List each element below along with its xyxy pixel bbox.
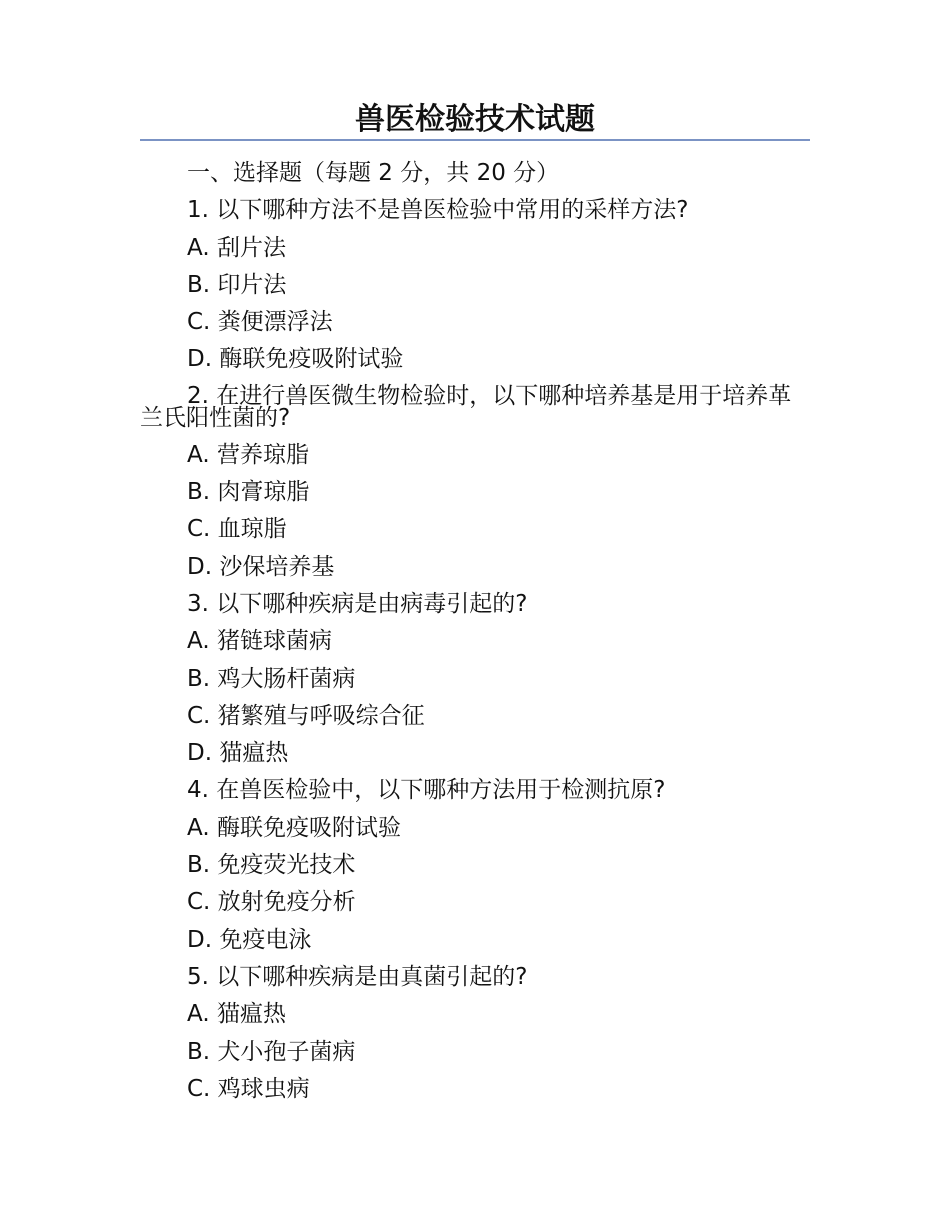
question-3-option-b: B. 鸡大肠杆菌病 bbox=[187, 665, 356, 692]
question-2-option-a: A. 营养琼脂 bbox=[187, 441, 309, 468]
question-2-option-b: B. 肉膏琼脂 bbox=[187, 479, 310, 506]
question-3-option-a: A. 猪链球菌病 bbox=[187, 628, 332, 655]
document-title: 兽医检验技术试题 bbox=[355, 102, 595, 137]
title-underline bbox=[140, 139, 810, 141]
question-2: 2. 在进行兽医微生物检验时，以下哪种培养基是用于培养革兰氏阳性菌的? bbox=[140, 382, 792, 431]
question-3-option-d: D. 猫瘟热 bbox=[187, 740, 289, 767]
question-4-option-d: D. 免疫电泳 bbox=[187, 926, 312, 953]
question-1-option-c: C. 粪便漂浮法 bbox=[187, 309, 333, 336]
question-5: 5. 以下哪种疾病是由真菌引起的? bbox=[187, 963, 528, 990]
question-1-option-a: A. 刮片法 bbox=[187, 234, 286, 261]
question-2-option-c: C. 血琼脂 bbox=[187, 516, 287, 543]
document-body bbox=[140, 155, 810, 1108]
question-5-option-c: C. 鸡球虫病 bbox=[187, 1075, 310, 1102]
question-1: 1. 以下哪种方法不是兽医检验中常用的采样方法? bbox=[187, 197, 689, 224]
question-5-option-a: A. 猫瘟热 bbox=[187, 1001, 286, 1028]
section-heading: 一、选择题（每题 2 分，共 20 分） bbox=[187, 160, 560, 186]
question-4-option-c: C. 放射免疫分析 bbox=[187, 889, 356, 916]
question-1-option-d: D. 酶联免疫吸附试验 bbox=[187, 346, 404, 373]
question-4-option-b: B. 免疫荧光技术 bbox=[187, 852, 356, 879]
question-2-option-d: D. 沙保培养基 bbox=[187, 553, 335, 580]
question-4: 4. 在兽医检验中，以下哪种方法用于检测抗原? bbox=[187, 777, 666, 804]
question-5-option-b: B. 犬小孢子菌病 bbox=[187, 1038, 356, 1065]
question-1-option-b: B. 印片法 bbox=[187, 271, 287, 298]
question-3: 3. 以下哪种疾病是由病毒引起的? bbox=[187, 590, 528, 617]
question-4-option-a: A. 酶联免疫吸附试验 bbox=[187, 814, 401, 841]
question-3-option-c: C. 猪繁殖与呼吸综合征 bbox=[187, 702, 425, 729]
